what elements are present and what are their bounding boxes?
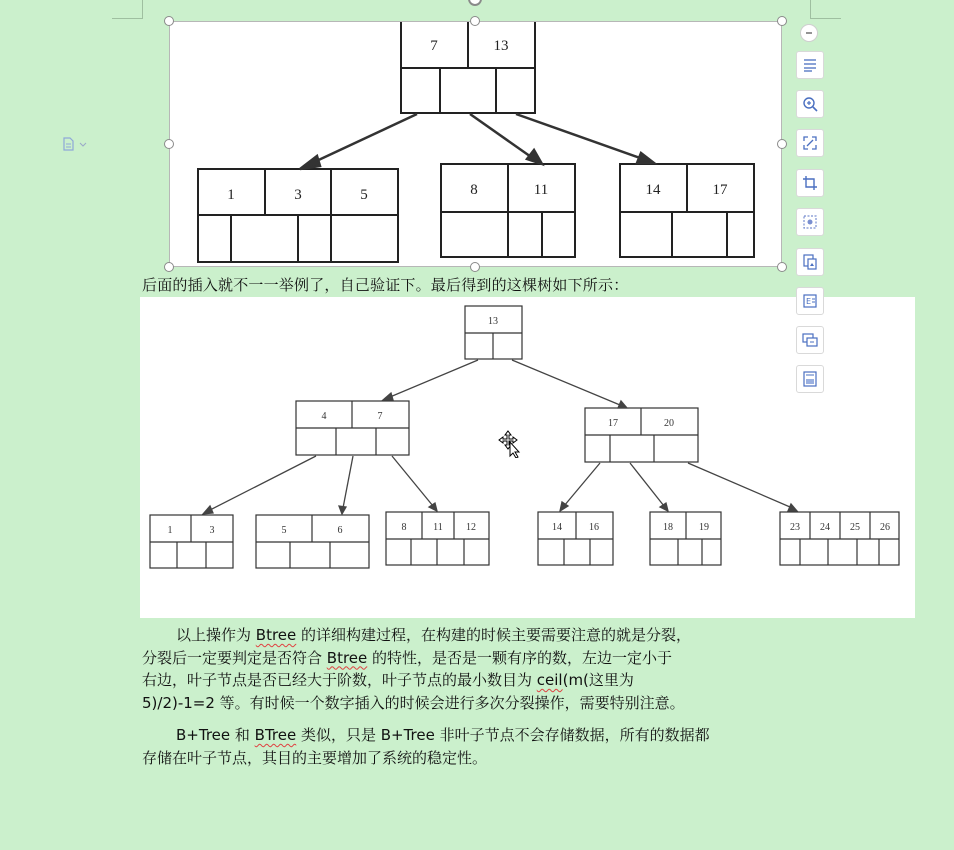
node-key: 23 <box>790 522 800 533</box>
node-key: 16 <box>589 522 599 533</box>
node-key: 12 <box>466 522 476 533</box>
extract-image-icon <box>801 253 819 271</box>
arrow-head <box>660 503 668 511</box>
node-key: 19 <box>699 522 709 533</box>
node-key: 5 <box>360 187 368 203</box>
node-key: 26 <box>880 522 890 533</box>
effects-button[interactable] <box>796 208 824 236</box>
node-key: 17 <box>712 182 728 198</box>
rotate-handle[interactable] <box>468 0 482 6</box>
text-run: 的特性，是否是一颗有序的数，左边一定小于 <box>367 648 673 667</box>
text-run-underlined: ceil <box>536 671 563 689</box>
resize-handle-middle-left[interactable] <box>164 139 174 149</box>
move-cursor-icon <box>498 430 522 458</box>
node-key: 1 <box>227 187 235 203</box>
edge-arrow <box>470 114 534 159</box>
resize-handle-bottom-center[interactable] <box>470 262 480 272</box>
node-key: 17 <box>608 418 618 429</box>
text-run-underlined: Btree <box>326 648 368 667</box>
text-run: 5)/2)-1=2 等。有时候一个数字插入的时候会进行多次分裂操作，需要特别注意。 <box>142 693 685 712</box>
resize-handle-middle-right[interactable] <box>777 139 787 149</box>
collapse-toolbar-button[interactable] <box>800 24 818 42</box>
node-key: 20 <box>664 418 674 429</box>
paragraph-bplustree <box>142 724 810 769</box>
wrap-text-button[interactable] <box>796 51 824 79</box>
arrow-head <box>429 503 437 511</box>
arrow-head <box>618 401 627 408</box>
effects-icon <box>801 213 819 231</box>
text-run: 分裂后一定要判定是否符合 <box>142 648 327 667</box>
arrow-head <box>788 504 797 511</box>
node-key: 1 <box>167 525 173 536</box>
resize-handle-bottom-right[interactable] <box>777 262 787 272</box>
zoom-in-icon <box>801 95 819 113</box>
arrow-head <box>637 153 654 163</box>
change-image-icon <box>801 331 819 349</box>
document-paste-icon[interactable] <box>62 137 88 151</box>
resize-handle-top-right[interactable] <box>777 16 787 26</box>
node-key: 8 <box>401 522 407 533</box>
selected-image-btree-split[interactable] <box>169 21 782 267</box>
node-key: 14 <box>645 182 661 198</box>
collapse-icon <box>804 28 814 38</box>
node-key: 3 <box>209 525 215 536</box>
text-run-underlined: Btree <box>255 626 297 644</box>
node-key: 14 <box>552 522 562 533</box>
edge-arrow <box>630 463 664 506</box>
resize-handle-top-left[interactable] <box>164 16 174 26</box>
node-key: 11 <box>433 522 443 533</box>
text-run: 以上操作为 <box>176 626 256 644</box>
node-key: 24 <box>820 522 830 533</box>
text-run: B+Tree 和 <box>176 726 255 744</box>
node-key: 7 <box>377 411 383 422</box>
caption-text: 后面的插入就不一一举例了，自己验证下。最后得到的这棵树如下所示： <box>142 276 629 294</box>
node-key: 7 <box>430 38 438 54</box>
node-key: 3 <box>294 187 302 203</box>
node-key: 11 <box>533 182 549 198</box>
crop-icon <box>801 174 819 192</box>
edge-arrow <box>310 114 417 164</box>
arrow-head <box>339 506 346 514</box>
more-image-icon <box>801 370 819 388</box>
node-key: 5 <box>281 525 287 536</box>
edge-arrow <box>390 360 478 397</box>
edge-arrow <box>392 456 433 506</box>
btree-split-diagram <box>170 22 783 268</box>
resize-handle-bottom-left[interactable] <box>164 262 174 272</box>
image-to-text-icon <box>801 292 819 310</box>
extract-image-button[interactable] <box>796 248 824 276</box>
crop-button[interactable] <box>796 169 824 197</box>
text-run-underlined: BTree <box>254 726 297 744</box>
node-key: 13 <box>488 316 498 327</box>
svg-text:E: E <box>806 297 812 306</box>
node-key: 8 <box>470 182 478 198</box>
edge-arrow <box>512 360 620 405</box>
arrow-head <box>527 150 542 164</box>
node-key: 13 <box>493 38 509 54</box>
image-to-text-button[interactable] <box>796 287 824 315</box>
text-run: (m(这里为 <box>562 671 634 689</box>
text-run: 类似，只是 B+Tree 非叶子节点不会存储数据，所有的数据都 <box>296 726 710 744</box>
arrow-head <box>383 393 393 400</box>
node-key: 18 <box>663 522 673 533</box>
arrow-head <box>203 506 213 514</box>
wrap-text-icon <box>801 56 819 74</box>
edge-arrow <box>688 463 790 507</box>
resize-handle-top-center[interactable] <box>470 16 480 26</box>
more-image-button[interactable] <box>796 365 824 393</box>
text-run: 右边，叶子节点是否已经大于阶数，叶子节点的最小数目为 <box>142 671 537 689</box>
text-run: 的详细构建过程，在构建的时候主要需要注意的就是分裂， <box>296 626 692 644</box>
edge-arrow <box>210 456 316 510</box>
node-key: 4 <box>321 411 327 422</box>
change-image-button[interactable] <box>796 326 824 354</box>
arrow-head <box>300 156 320 169</box>
ocr-icon <box>801 134 819 152</box>
zoom-in-button[interactable] <box>796 90 824 118</box>
node-key: 25 <box>850 522 860 533</box>
edge-arrow <box>564 463 600 506</box>
node-key: 6 <box>337 525 343 536</box>
edge-arrow <box>343 456 353 508</box>
ocr-button[interactable] <box>796 129 824 157</box>
text-run: 存储在叶子节点，其目的主要增加了系统的稳定性。 <box>142 748 488 767</box>
paragraph-btree-construction <box>142 624 810 714</box>
page-corner-mark-left <box>112 0 143 19</box>
page-corner-mark-right <box>810 0 841 19</box>
